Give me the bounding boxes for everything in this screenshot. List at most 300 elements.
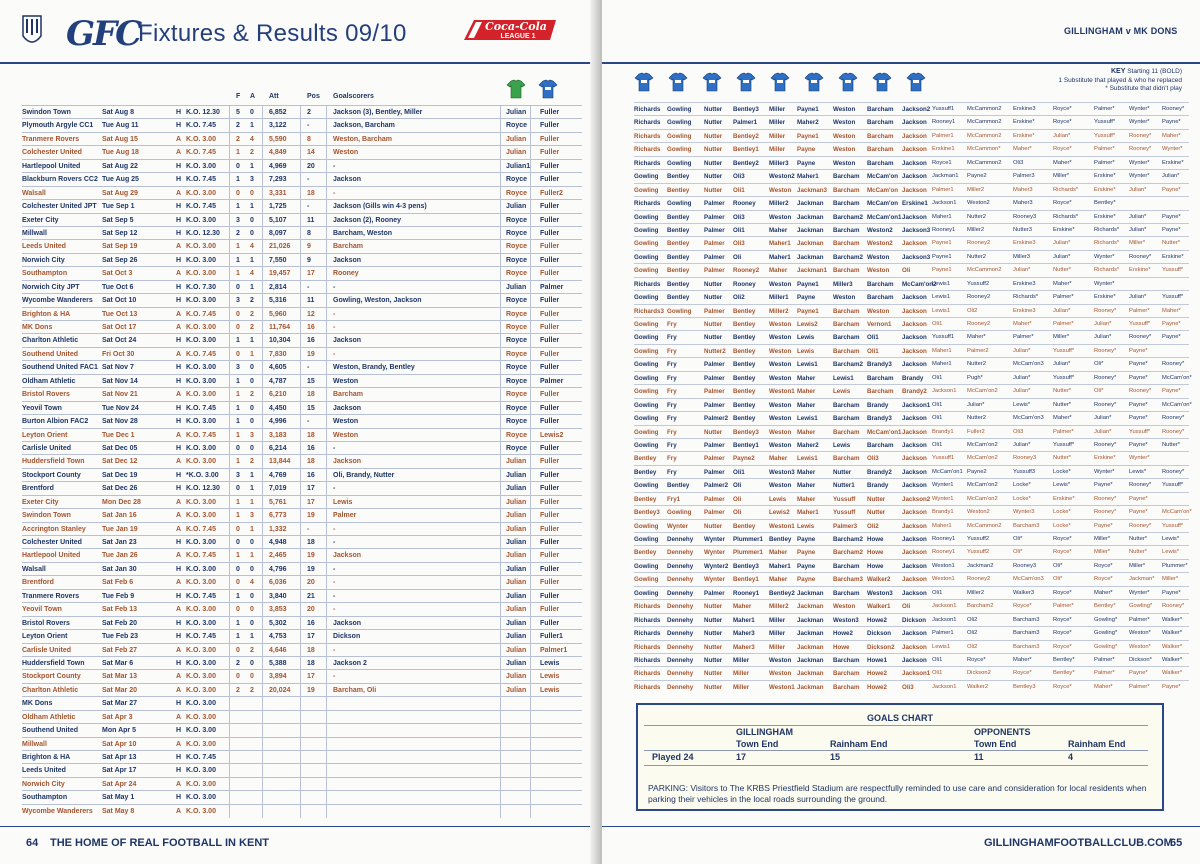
substitute-player: Payne* (1094, 522, 1113, 529)
substitute-player: Weston2 (967, 200, 990, 207)
fixture-goalkeeper: Julian (506, 659, 527, 667)
starting-player: Dickson (867, 630, 892, 638)
fixture-opponent: Brentford (22, 579, 54, 587)
substitute-player: Palmer* (1094, 146, 1115, 153)
substitute-player: Royce* (1053, 683, 1072, 690)
substitute-player: Oli2 (967, 616, 978, 623)
fixture-goals-for: 0 (236, 162, 240, 170)
starting-player: Miller3 (769, 159, 789, 167)
starting-player: Bentley (667, 240, 690, 248)
fixture-scorers: Dickson (333, 633, 361, 641)
starting-player: Jackson (902, 294, 927, 302)
fixture-date: Tue Dec 1 (102, 431, 135, 439)
starting-player: Jackson (902, 482, 927, 490)
starting-player: Jackson (902, 455, 927, 463)
fixture-scorers: Jackson, Barcham (333, 122, 395, 130)
fixture-goals-against: 0 (250, 444, 254, 452)
lineup-row (634, 263, 1189, 276)
starting-player: Howe (867, 549, 884, 557)
starting-player: Jackson2 (902, 495, 931, 503)
fixture-position: 12 (307, 310, 315, 318)
fixture-goalkeeper: Julian (506, 498, 527, 506)
fixture-date: Sat Nov 21 (102, 391, 138, 399)
fixture-row (22, 696, 582, 709)
starting-player: Barcham (833, 267, 860, 275)
substitute-player: Julian* (1013, 347, 1031, 354)
starting-player: Lewis1 (797, 455, 818, 463)
starting-player: Vernon1 (867, 321, 892, 328)
fixture-kit-player: Fuller (540, 458, 560, 466)
lineup-row (634, 519, 1189, 532)
starting-player: Palmer (704, 509, 725, 517)
substitute-player: Royce* (1053, 616, 1072, 623)
fixture-position: 16 (307, 619, 315, 627)
starting-player: Jackson (902, 146, 927, 154)
fixture-position: 8 (307, 135, 311, 143)
fixture-kickoff: K.O. 3.00 (186, 673, 216, 681)
fixture-row (22, 602, 582, 615)
fixture-kickoff: K.O. 3.00 (186, 646, 216, 654)
substitute-player: Gowling* (1094, 643, 1118, 650)
starting-player: Palmer (704, 374, 725, 382)
fixture-kit-player: Fuller (540, 149, 560, 157)
fixture-attendance: 5,388 (269, 659, 287, 667)
starting-player: Barcham (833, 173, 860, 181)
fixture-position: 11 (307, 297, 315, 305)
starting-player: McCam'on1 (867, 213, 902, 221)
fixture-goals-against: 2 (250, 310, 254, 318)
starting-player: Weston (833, 119, 856, 127)
fixture-date: Tue Nov 24 (102, 404, 139, 412)
substitute-player: Payne* (1129, 495, 1148, 502)
substitute-player: Maher1 (932, 522, 952, 529)
fixture-opponent: Colchester United (22, 539, 82, 546)
fixture-goals-for: 2 (236, 686, 240, 694)
starting-player: Barcham (867, 159, 894, 167)
fixture-kit-player: Fuller (540, 109, 560, 116)
col-pos: Pos (307, 93, 320, 100)
fixture-goalkeeper: Royce (506, 444, 528, 452)
fixture-date: Sat Aug 29 (102, 189, 138, 197)
fixture-kickoff: K.O. 3.00 (186, 297, 216, 305)
substitute-player: Maher* (1162, 132, 1181, 139)
lineup-row (634, 384, 1189, 397)
starting-player: Barcham (867, 132, 894, 140)
starting-player: Barcham2 (833, 361, 863, 369)
starting-player: Barcham (833, 683, 860, 691)
goals-chart-rule (644, 725, 1148, 726)
fixture-row (22, 508, 582, 521)
fixture-date: Sat Sep 12 (102, 229, 138, 237)
fixture-attendance: 6,214 (269, 444, 287, 452)
fixture-goals-against: 1 (250, 525, 254, 533)
fixture-row (22, 333, 582, 346)
fixture-goalkeeper: Royce (506, 350, 528, 358)
substitute-player: Brandy1 (932, 428, 954, 435)
starting-player: Bentley (667, 253, 690, 261)
fixture-venue: H (176, 404, 182, 412)
fixture-kit-player: Fuller (540, 135, 560, 143)
substitute-player: McCam'on3 (1013, 576, 1044, 583)
fixture-opponent: Huddersfield Town (22, 458, 85, 466)
fixture-goals-against: 1 (250, 122, 254, 130)
substitute-player: Oli1 (932, 401, 943, 408)
fixture-kickoff: K.O. 7.45 (186, 176, 216, 184)
lineup-row (634, 156, 1189, 169)
substitute-player: McCammon2 (967, 267, 1002, 274)
fixture-attendance: 3,331 (269, 189, 287, 197)
fixture-kit-player: Fuller (540, 391, 560, 399)
starting-player: Weston3 (833, 616, 859, 624)
starting-player: Nutter (704, 683, 723, 691)
fixture-row (22, 790, 582, 803)
blue-kit-icon (668, 72, 688, 92)
fixture-kickoff: K.O. 7.45 (186, 203, 216, 211)
fixture-date: Sat Aug 15 (102, 135, 138, 143)
starting-player: Palmer (704, 388, 725, 396)
fixture-goalkeeper: Julian (506, 525, 527, 533)
starting-player: Brandy (902, 374, 924, 382)
fixture-date: Sat Oct 3 (102, 270, 133, 278)
fixture-venue: A (176, 646, 182, 654)
fixture-date: Sat Sep 26 (102, 256, 138, 264)
substitute-player: Maher* (1162, 307, 1181, 314)
fixture-kit-player: Fuller (540, 256, 560, 264)
fixture-attendance: 11,764 (269, 324, 291, 331)
fixture-attendance: 4,450 (269, 404, 287, 412)
footer-divider (0, 826, 598, 827)
substitute-player: Palmer* (1053, 603, 1074, 610)
substitute-player: McCam'on* (1162, 401, 1192, 408)
substitute-player: Walker* (1162, 630, 1183, 637)
starting-player: Bentley2 (733, 159, 759, 167)
starting-player: Bentley (667, 280, 690, 288)
starting-player: Brandy (867, 482, 889, 490)
fixture-goalkeeper: Royce (506, 431, 528, 439)
substitute-player: Gowling* (1094, 616, 1118, 623)
starting-player: Miller (769, 132, 786, 140)
fixture-goals-for: 1 (236, 377, 240, 385)
substitute-player: Palmer1 (932, 132, 954, 139)
substitute-player: Rooney* (1129, 388, 1152, 395)
fixture-kickoff: K.O. 3.00 (186, 364, 216, 372)
fixture-position: - (307, 122, 310, 130)
fixture-goals-against: 0 (250, 229, 254, 237)
starting-player: Jackson (902, 347, 927, 355)
fixture-date: Sat Oct 24 (102, 337, 137, 345)
fixture-kickoff: K.O. 12.30 (186, 109, 220, 116)
fixture-attendance: 13,844 (269, 458, 291, 466)
fixture-opponent: Wycombe Wanderers (22, 297, 93, 305)
fixture-venue: A (176, 740, 182, 748)
starting-player: Nutter (704, 522, 723, 530)
fixture-row (22, 616, 582, 629)
substitute-player: Jackman1 (932, 173, 959, 180)
starting-player: Gowling (634, 361, 659, 369)
fixture-goals-for: 1 (236, 418, 240, 426)
fixture-attendance: 10,304 (269, 337, 291, 345)
fixture-kickoff: K.O. 3.00 (186, 565, 216, 573)
starting-player: Dennehy (667, 683, 694, 691)
substitute-player: Julian* (1053, 253, 1071, 260)
fixture-kickoff: K.O. 3.00 (186, 243, 216, 251)
fixture-opponent: Exeter City (22, 498, 59, 506)
fixture-row (22, 159, 582, 172)
fixture-row (22, 374, 582, 387)
fixture-venue: A (176, 579, 182, 587)
substitute-player: Jackson1 (932, 388, 957, 395)
substitute-player: McCammon2 (967, 132, 1002, 139)
substitute-player: Payne* (1129, 415, 1148, 422)
fixture-kit-player: Fuller (540, 565, 560, 573)
fixture-date: Fri Oct 30 (102, 350, 135, 358)
fixture-opponent: Southend United (22, 727, 78, 735)
starting-player: Walker2 (867, 576, 891, 584)
fixture-date: Sat Feb 20 (102, 619, 138, 627)
fixture-scorers: - (333, 310, 336, 318)
played-label: Played 24 (652, 752, 694, 762)
table-column-rule (530, 105, 531, 818)
fixture-goalkeeper: Julian (506, 471, 527, 479)
fixture-position: - (307, 203, 310, 211)
starting-player: Nutter (704, 428, 723, 436)
starting-player: Gowling (634, 334, 659, 342)
starting-player: Barcham (867, 441, 894, 449)
starting-player: Fry (667, 455, 677, 463)
starting-player: Gowling (634, 321, 659, 328)
fixture-date: Sat Dec 05 (102, 444, 138, 452)
substitute-player: Royce* (1053, 589, 1072, 596)
key-line-2: 1 Substitute that played & who he replaced (1058, 76, 1182, 84)
fixture-date: Tue Aug 25 (102, 176, 139, 184)
substitute-player: Rooney* (1162, 361, 1185, 368)
fixture-opponent: Norwich City (22, 256, 65, 264)
substitute-player: Payne* (1162, 186, 1181, 193)
fixture-date: Sat Mar 27 (102, 700, 138, 708)
substitute-player: Wynter* (1129, 119, 1150, 126)
fixture-row (22, 468, 582, 481)
fixture-goals-against: 3 (250, 176, 254, 184)
substitute-player: Oli2 (967, 643, 978, 650)
fixture-row (22, 320, 582, 333)
starting-player: Gowling (634, 213, 659, 221)
substitute-player: Lewis* (1162, 536, 1180, 542)
starting-player: Payne (797, 146, 816, 154)
substitute-player: Payne* (1129, 509, 1148, 516)
substitute-player: Yussuff* (1053, 347, 1075, 354)
substitute-player: Nutter2 (967, 361, 987, 368)
fixture-goals-against: 0 (250, 592, 254, 600)
fixture-opponent: Tranmere Rovers (22, 135, 80, 143)
fixture-kit-player: Palmer1 (540, 646, 568, 654)
fixture-kickoff: K.O. 3.00 (186, 512, 216, 520)
substitute-player: Lewis* (1162, 549, 1180, 556)
fixture-row (22, 481, 582, 494)
fixture-position: - (307, 176, 310, 184)
starting-player: Jackman (797, 200, 824, 208)
substitute-player: Miller2 (967, 226, 985, 233)
starting-player: Maher1 (769, 562, 791, 570)
fixture-goalkeeper: Royce (506, 337, 528, 345)
lineups-table (634, 102, 1192, 693)
fixture-goalkeeper: Julian (506, 135, 527, 143)
blue-kit-icon (634, 72, 654, 92)
starting-player: Barcham (867, 294, 894, 302)
starting-player: Bentley3 (733, 106, 759, 113)
fixture-date: Sat Jan 16 (102, 512, 137, 520)
starting-player: Barcham (833, 562, 860, 570)
substitute-player: McCam'on2 (967, 388, 998, 395)
substitute-player: Miller* (1129, 240, 1146, 247)
substitute-player: Julian* (1129, 186, 1147, 193)
starting-player: Weston (867, 267, 890, 275)
fixture-scorers: Jackson (333, 337, 362, 345)
fixture-opponent: Oldham Athletic (22, 377, 76, 385)
fixture-scorers: Jackson (Gills win 4-3 pens) (333, 203, 427, 211)
fixture-scorers: Jackson 2 (333, 659, 367, 667)
substitute-player: Richards* (1053, 186, 1079, 193)
fixture-attendance: 6,036 (269, 579, 287, 587)
fixture-row (22, 266, 582, 279)
page-title: Fixtures & Results 09/10 (138, 20, 407, 47)
substitute-player: Palmer* (1053, 428, 1074, 435)
fixture-goalkeeper: Julian (506, 539, 527, 546)
substitute-player: Payne1 (932, 240, 952, 247)
fixture-goalkeeper: Julian1 (506, 162, 531, 170)
substitute-player: Palmer* (1094, 656, 1115, 663)
fixture-goals-against: 2 (250, 458, 254, 466)
fixture-goalkeeper: Royce (506, 324, 528, 331)
starting-player: Richards (634, 159, 661, 167)
fixture-venue: H (176, 471, 182, 479)
fixture-attendance: 1,332 (269, 525, 287, 533)
starting-player: Nutter (704, 670, 723, 678)
key-line-3: * Substitute that didn't play (1105, 85, 1182, 92)
starting-player: Bentley (667, 173, 690, 181)
starting-player: Oli (902, 603, 911, 611)
fixture-row (22, 683, 582, 696)
starting-player: Brandy3 (867, 415, 892, 423)
starting-player: Barcham (867, 146, 894, 154)
substitute-player: McCam'on* (1162, 374, 1192, 381)
substitute-player: Rooney* (1094, 374, 1117, 381)
fixture-row (22, 428, 582, 441)
fixture-kit-player: Lewis (540, 673, 560, 681)
fixture-venue: A (176, 686, 182, 694)
fixture-scorers: - (333, 673, 336, 681)
fixture-position: 11 (307, 216, 315, 224)
substitute-player: Oli2 (967, 307, 978, 314)
substitute-player: Jackman* (1129, 576, 1155, 583)
fixture-kickoff: *K.O. 3.00 (186, 471, 219, 479)
fixture-kit-player: Fuller (540, 310, 560, 318)
starting-player: Nutter2 (704, 347, 726, 355)
starting-player: Nutter (704, 334, 723, 342)
substitute-player: McCammon2 (967, 159, 1002, 166)
substitute-player: Oli* (1013, 549, 1023, 556)
fixture-attendance: 19,457 (269, 270, 291, 278)
substitute-player: Julian* (1094, 428, 1112, 435)
starting-player: Gowling (634, 536, 659, 543)
starting-player: Weston (833, 159, 856, 167)
substitute-player: Bentley* (1053, 670, 1075, 677)
fixture-opponent: Oldham Athletic (22, 713, 76, 721)
substitute-player: Rooney* (1094, 509, 1117, 516)
fixture-position: 19 (307, 512, 315, 520)
starting-player: Nutter (704, 173, 723, 181)
fixture-goalkeeper: Royce (506, 377, 528, 385)
starting-player: Brandy (867, 401, 889, 409)
starting-player: Jackson3 (902, 226, 931, 234)
substitute-player: Julian* (1094, 334, 1112, 341)
fixture-date: Tue Aug 11 (102, 122, 139, 130)
starting-player: Payne1 (797, 106, 819, 113)
starting-player: Lewis (769, 495, 787, 503)
substitute-player: Rooney* (1129, 334, 1152, 341)
fixture-row (22, 535, 582, 548)
substitute-player: Rooney3 (1013, 562, 1037, 569)
fixture-goals-for: 0 (236, 646, 240, 654)
substitute-player: Lewis1 (932, 643, 951, 650)
fixture-position: 16 (307, 324, 315, 331)
fixture-goalkeeper: Julian (506, 485, 527, 493)
fixture-date: Tue Sep 1 (102, 203, 135, 211)
starting-player: Jackson (902, 509, 927, 517)
fixture-venue: A (176, 189, 182, 197)
substitute-player: Nutter2 (967, 253, 987, 260)
goals-chart-inner (644, 711, 1156, 803)
substitute-player: Rooney* (1129, 482, 1152, 489)
starting-player: Payne (797, 536, 816, 543)
fixture-venue: H (176, 176, 182, 184)
starting-player: Bentley (667, 267, 690, 275)
starting-player: Yussuff (833, 495, 856, 503)
fixture-goalkeeper: Royce (506, 256, 528, 264)
starting-player: Palmer (704, 240, 725, 248)
fixture-kickoff: K.O. 3.00 (186, 713, 216, 721)
fixture-scorers: Barcham, Oli (333, 686, 377, 694)
substitute-player: Oli* (1094, 388, 1104, 395)
substitute-player: Palmer3 (1013, 173, 1035, 180)
fixture-date: Sat Apr 24 (102, 780, 137, 788)
fixture-goalkeeper: Julian (506, 579, 527, 587)
starting-player: Walker1 (867, 603, 891, 611)
starting-player: Nutter (704, 616, 723, 624)
substitute-player: McCam'on1 (932, 468, 963, 475)
starting-player: Wynter (704, 576, 725, 584)
table-column-rule (326, 105, 327, 818)
fixture-goals-for: 2 (236, 135, 240, 143)
starting-player: Maher1 (797, 173, 819, 181)
fixture-venue: H (176, 754, 182, 761)
fixture-goals-for: 3 (236, 297, 240, 305)
fixture-row (22, 495, 582, 508)
substitute-player: Barcham3 (1013, 643, 1040, 650)
starting-player: Weston2 (867, 226, 893, 234)
gills-rainham-end-value: 15 (830, 752, 841, 762)
fixture-opponent: Millwall (22, 229, 47, 237)
starting-player: Jackson (902, 159, 927, 167)
fixture-opponent: MK Dons (22, 324, 53, 331)
fixture-row (22, 307, 582, 320)
fixture-venue: A (176, 391, 182, 399)
fixture-goals-for: 1 (236, 270, 240, 278)
fixture-venue: A (176, 780, 182, 788)
fixture-date: Mon Apr 5 (102, 727, 136, 735)
starting-player: Barcham (867, 106, 894, 113)
fixture-position: 8 (307, 229, 311, 237)
fixture-goalkeeper: Royce (506, 297, 528, 305)
